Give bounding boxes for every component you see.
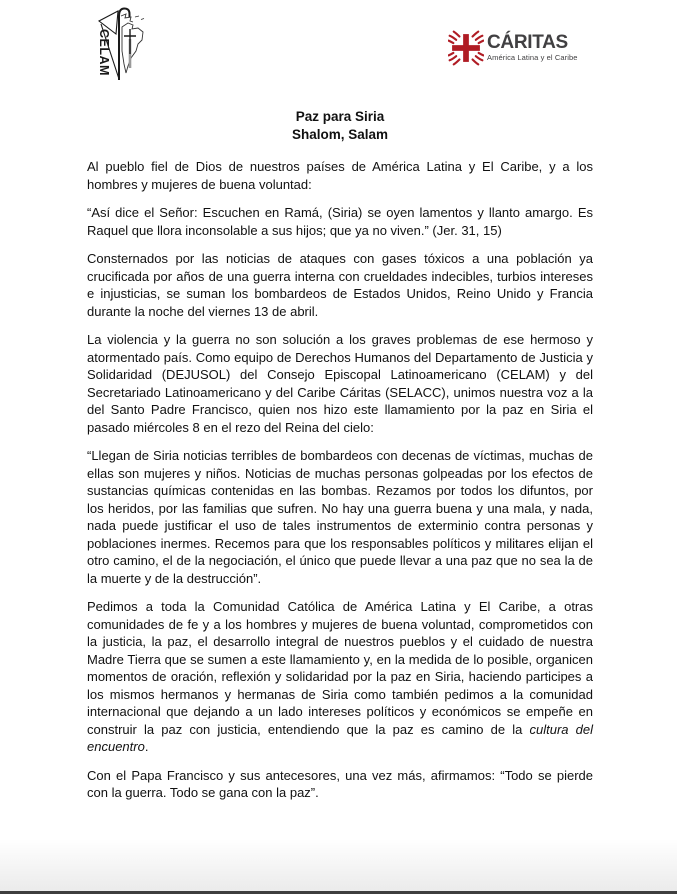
paragraph (87, 158, 593, 193)
document-content (87, 108, 593, 813)
celam-logo-text: CELAM (97, 29, 111, 76)
paragraph-segment: Pedimos a toda la Comunidad Católica de América Latina y El Caribe, a otras comunidades de fe y a los hombres y mujeres de buena voluntad, comprometidos con la justicia, la paz, el desarrollo integral de nuestros pueblos y el cuidado de nuestra Madre Tierra que se sumen a este llamamiento y, en la medida de lo posible, organicen momentos de oración, reflexión y solidaridad por la paz en Siria, haciendo participes a los mismos hermanos y hermanas de Siria como también pedimos a la comunidad internacional que dejando a un lado intereses políticos y económicos se empeñe en construir la paz con justicia, entendiendo que la paz es camino de la (87, 599, 593, 737)
paragraph (87, 331, 593, 436)
paragraph-segment: cultura del encuentro (87, 721, 593, 754)
paragraph-segment: . (144, 739, 149, 754)
paragraph-segment: “Llegan de Siria noticias terribles de bombardeos con decenas de víctimas, muchas de ellas son mujeres y niños. Noticias de muchas personas golpeadas por los efectos de sustancias químicas contenidas en las bombas. Rezamos por todos los difuntos, por los heridos, por las familias que sufren. No hay una guerra buena y una mala, y nada, nada puede justificar el uso de tales instrumentos de exterminio contra personas y poblaciones inermes. Recemos para que los responsables políticos y militares elijan el otro camino, el de la negociación, el único que puede llevar a una paz que no sea la de la muerte y de la destrucción”. (87, 448, 593, 586)
paragraph (87, 204, 593, 239)
caritas-logo-subtitle: América Latina y el Caribe (487, 53, 578, 62)
paragraph-segment: Al pueblo fiel de Dios de nuestros países de América Latina y El Caribe, y a los hombres y mujeres de buena voluntad: (87, 159, 593, 192)
paragraph (87, 447, 593, 587)
paragraph-segment: “Así dice el Señor: Escuchen en Ramá, (Siria) se oyen lamentos y llanto amargo. Es Raquel que llora inconsolable a sus hijos; que ya no viven.” (Jer. 31, 15) (87, 205, 593, 238)
document-body (87, 158, 593, 802)
paragraph-segment: Con el Papa Francisco y sus antecesores, una vez más, afirmamos: “Todo se pierde con la guerra. Todo se gana con la paz”. (87, 767, 593, 800)
celam-logo-icon (94, 5, 152, 83)
paragraph-segment: Consternados por las noticias de ataques con gases tóxicos a una población ya crucificada por años de una guerra interna con crueldades indecibles, turbios intereses e injusticias, se suman los bombardeos de Estados Unidos, Reino Unido y Francia durante la noche del viernes 13 de abril. (87, 251, 593, 319)
caritas-cross-icon (448, 29, 484, 67)
caritas-logo (448, 29, 578, 67)
paragraph-segment: La violencia y la guerra no son solución a los graves problemas de ese hermoso y atormentado país. Como equipo de Derechos Humanos del Departamento de Justicia y Solidaridad (DEJUSOL) del Consejo Episcopal Latinoamericano (CELAM) y del Secretariado Latinoamericano y del Caribe Cáritas (SELACC), unimos nuestra voz a la del Santo Padre Francisco, quien nos hizo este llamamiento por la paz en Siria el pasado miércoles 8 en el rezo del Reina del cielo: (87, 332, 593, 435)
title-line-1: Paz para Siria (295, 109, 385, 124)
document-title (87, 108, 593, 144)
paragraph (87, 767, 593, 802)
paragraph (87, 598, 593, 756)
caritas-logo-name: CÁRITAS (487, 32, 568, 53)
title-line-2: Shalom, Salam (291, 127, 389, 142)
caritas-logo-text (487, 34, 578, 62)
celam-logo (94, 5, 152, 83)
page-bottom-fade (0, 839, 677, 891)
paragraph (87, 250, 593, 320)
